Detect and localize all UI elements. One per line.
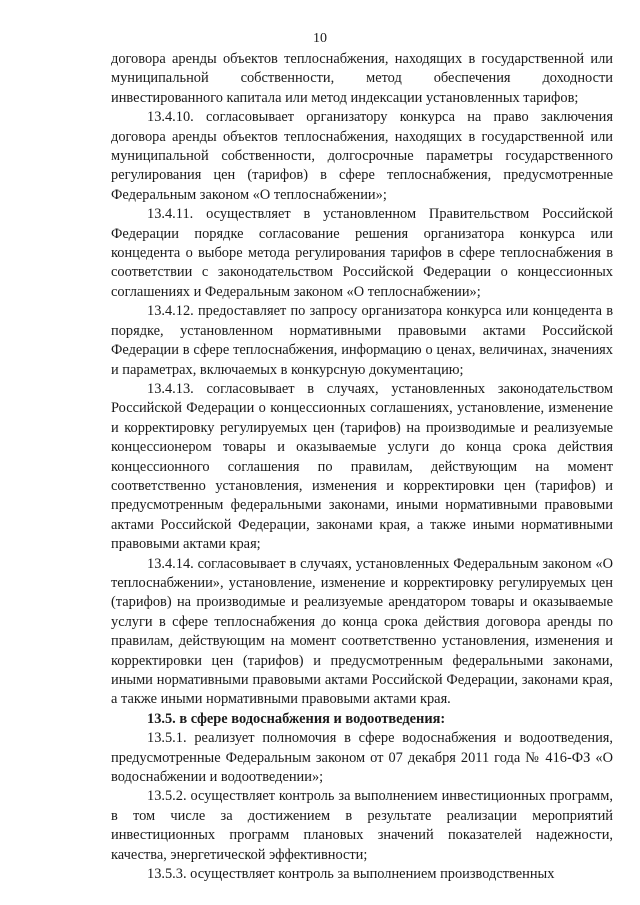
paragraph-item-13-4-11: 13.4.11. осуществляет в установленном Правительством Российской Федерации порядке согласование решения организатора конкурса или концедента о выборе метода регулирования тарифов в сфере теплоснабжения в соответствии с законодательством Российской Федерации о концессионных соглашениях и Федеральным законом «О теплоснабжении»;: [111, 206, 613, 300]
paragraph-item-13-5-3: 13.5.3. осуществляет контроль за выполнением производственных: [147, 866, 555, 883]
document-body: [111, 50, 613, 884]
section-heading-13-5: 13.5. в сфере водоснабжения и водоотведения:: [147, 710, 446, 727]
paragraph-item-13-4-10: 13.4.10. согласовывает организатору конкурса на право заключения договора аренды объектов теплоснабжения, находящих в государственной или муниципальной собственности, долгосрочные параметры государственного регулирования цен (тарифов) в сфере теплоснабжения, предусмотренные Федеральным законом «О теплоснабжении»;: [111, 109, 613, 203]
page-number: 10: [313, 31, 327, 46]
paragraph-item-13-5-2: 13.5.2. осуществляет контроль за выполнением инвестиционных программ, в том числе за достижением в результате реализации мероприятий инвестиционных программ плановых значений показателей надежности, качества, энергетической эффективности;: [111, 788, 613, 863]
paragraph-item-13-4-14: 13.4.14. согласовывает в случаях, установленных Федеральным законом «О теплоснабжении», установление, изменение и корректировку регулируемых цен (тарифов) на производимые и реализуемые арендатором товары и оказываемые услуги в сфере теплоснабжения до конца срока действия договора аренды по правилам, действующим на момент соответственно установления, изменения и корректировки цен (тарифов) и предусмотренным федеральными законами, иными нормативными правовыми актами Российской Федерации, законами края, а также иными нормативными правовыми актами края.: [111, 555, 613, 708]
paragraph-item-13-4-12: 13.4.12. предоставляет по запросу организатора конкурса или концедента в порядке, установленном нормативными правовыми актами Российской Федерации в сфере теплоснабжения, информацию о ценах, величинах, значениях и параметрах, включаемых в конкурсную документацию;: [111, 303, 613, 378]
paragraph-continuation: договора аренды объектов теплоснабжения, находящих в государственной или муниципальной собственности, метод обеспечения доходности инвестированного капитала или метод индексации установленных тарифов;: [111, 51, 613, 106]
paragraph-item-13-4-13: 13.4.13. согласовывает в случаях, установленных законодательством Российской Федерации о концессионных соглашениях, установление, изменение и корректировку регулируемых цен (тарифов) на производимые и реализуемые концессионером товары и оказываемые услуги до конца срока действия концессионного соглашения по правилам, действующим на момент соответственно установления, изменения и корректировки цен (тарифов) и предусмотренным федеральными законами, иными нормативными правовыми актами Российской Федерации, законами края, а также иными нормативными правовыми актами края;: [111, 380, 613, 553]
paragraph-item-13-5-1: 13.5.1. реализует полномочия в сфере водоснабжения и водоотведения, предусмотренные Федеральным законом от 07 декабря 2011 года № 416-ФЗ «О водоснабжении и водоотведении»;: [111, 730, 613, 786]
